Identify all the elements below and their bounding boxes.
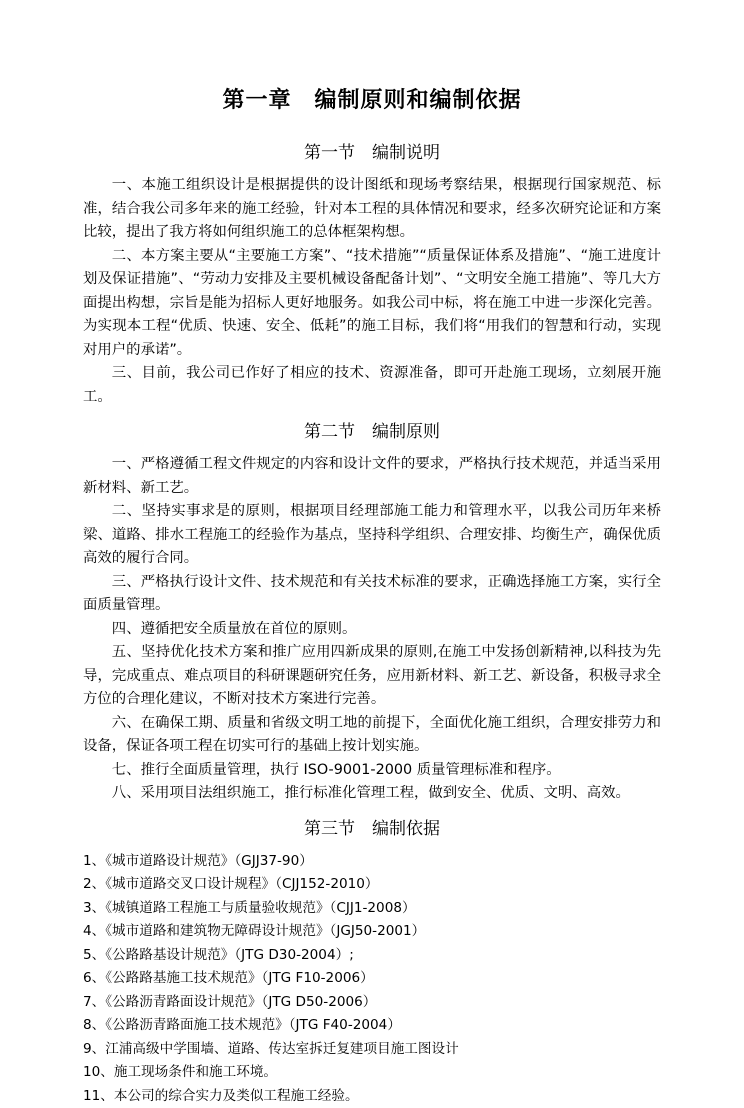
reference-item: 5、《公路路基设计规范》（JTG D30-2004）; <box>83 944 661 968</box>
section-principles <box>83 419 661 806</box>
paragraph: 四、遵循把安全质量放在首位的原则。 <box>83 618 661 642</box>
paragraph: 三、严格执行设计文件、技术规范和有关技术标准的要求，正确选择施工方案，实行全面质量管理。 <box>83 571 661 618</box>
paragraph: 一、严格遵循工程文件规定的内容和设计文件的要求，严格执行技术规范，并适当采用新材料、新工艺。 <box>83 453 661 500</box>
reference-item: 6、《公路路基施工技术规范》（JTG F10-2006） <box>83 967 661 991</box>
reference-item: 11、本公司的综合实力及类似工程施工经验。 <box>83 1085 661 1108</box>
reference-item: 9、江浦高级中学围墙、道路、传达室拆迁复建项目施工图设计 <box>83 1038 661 1062</box>
section-title: 第一节 编制说明 <box>83 140 661 166</box>
reference-item: 3、《城镇道路工程施工与质量验收规范》（CJJ1-2008） <box>83 897 661 921</box>
reference-list <box>83 850 661 1108</box>
reference-item: 10、施工现场条件和施工环境。 <box>83 1061 661 1085</box>
paragraph: 五、坚持优化技术方案和推广应用四新成果的原则,在施工中发扬创新精神,以科技为先导，完成重点、难点项目的科研课题研究任务，应用新材料、新工艺、新设备，积极寻求全方位的合理化建议，不断对技术方案进行完善。 <box>83 641 661 712</box>
section-title: 第三节 编制依据 <box>83 816 661 842</box>
reference-item: 7、《公路沥青路面设计规范》（JTG D50-2006） <box>83 991 661 1015</box>
reference-item: 4、《城市道路和建筑物无障碍设计规范》（JGJ50-2001） <box>83 920 661 944</box>
chapter-title: 第一章 编制原则和编制依据 <box>83 84 661 118</box>
section-title: 第二节 编制原则 <box>83 419 661 445</box>
document-body <box>83 84 661 1108</box>
paragraph: 二、本方案主要从“主要施工方案”、“技术措施”“质量保证体系及措施”、“施工进度计划及保证措施”、“劳动力安排及主要机械设备配备计划”、“文明安全施工措施”、等几大方面提出构想，宗旨是能为招标人更好地服务。如我公司中标，将在施工中进一步深化完善。为实现本工程“优质、快速、安全、低耗”的施工目标，我们将“用我们的智慧和行动，实现对用户的承诺”。 <box>83 245 661 363</box>
section-explanation <box>83 140 661 409</box>
paragraph: 八、采用项目法组织施工，推行标准化管理工程，做到安全、优质、文明、高效。 <box>83 782 661 806</box>
paragraph: 二、坚持实事求是的原则，根据项目经理部施工能力和管理水平，以我公司历年来桥梁、道路、排水工程施工的经验作为基点，坚持科学组织、合理安排、均衡生产，确保优质高效的履行合同。 <box>83 500 661 571</box>
reference-item: 8、《公路沥青路面施工技术规范》（JTG F40-2004） <box>83 1014 661 1038</box>
reference-item: 1、《城市道路设计规范》（GJJ37-90） <box>83 850 661 874</box>
section-basis <box>83 816 661 1108</box>
paragraph: 一、本施工组织设计是根据提供的设计图纸和现场考察结果，根据现行国家规范、标准，结合我公司多年来的施工经验，针对本工程的具体情况和要求，经多次研究论证和方案比较，提出了我方将如何组织施工的总体框架构想。 <box>83 174 661 245</box>
paragraph: 七、推行全面质量管理，执行 ISO-9001-2000 质量管理标准和程序。 <box>83 759 661 783</box>
paragraph: 六、在确保工期、质量和省级文明工地的前提下，全面优化施工组织，合理安排劳力和设备，保证各项工程在切实可行的基础上按计划实施。 <box>83 712 661 759</box>
reference-item: 2、《城市道路交叉口设计规程》（CJJ152-2010） <box>83 873 661 897</box>
paragraph: 三、目前，我公司已作好了相应的技术、资源准备，即可开赴施工现场，立刻展开施工。 <box>83 362 661 409</box>
